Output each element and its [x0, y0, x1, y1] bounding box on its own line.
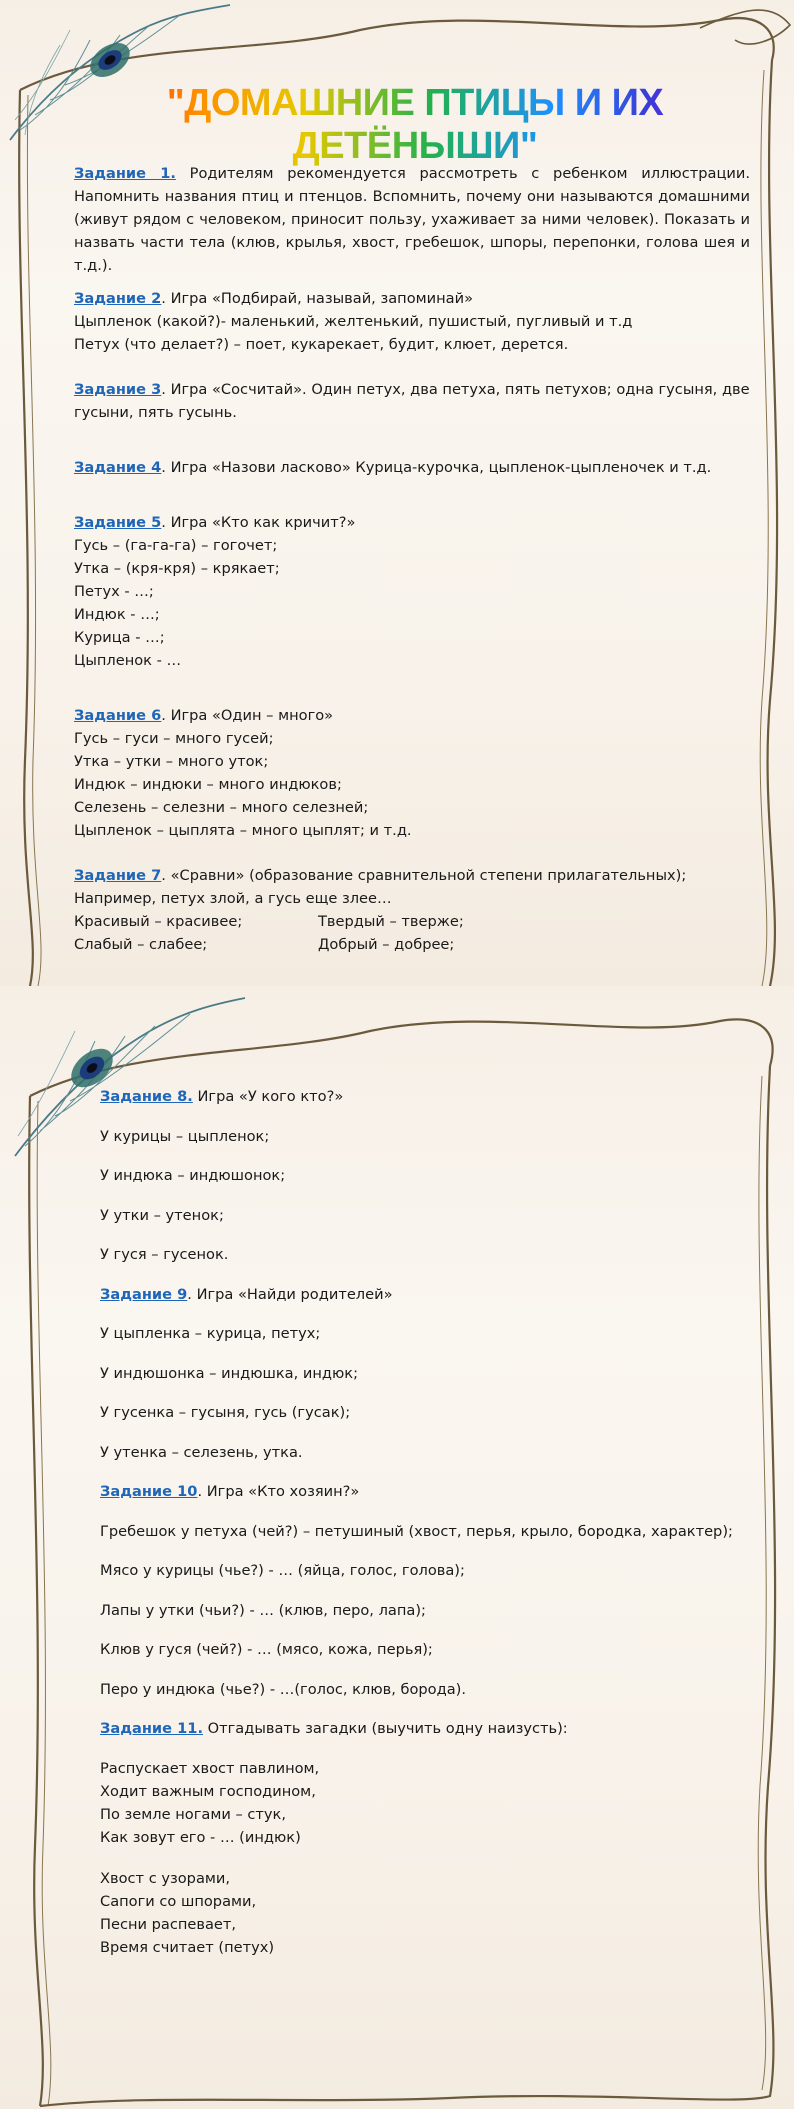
task-5-line: Петух - …;: [74, 583, 154, 600]
task-10-line: Перо у индюка (чье?) - …(голос, клюв, борода).: [100, 1680, 466, 1698]
task-4-label[interactable]: Задание 4: [74, 459, 162, 476]
page-one-content: [74, 162, 750, 956]
task-3: Задание 3. Игра «Сосчитай». Один петух, два петуха, пять петухов; одна гусыня, две гусыни, пять гусынь.: [74, 381, 750, 421]
task-5-heading: Задание 5. Игра «Кто как кричит?»: [74, 514, 356, 531]
task-11-heading: Задание 11. Отгадывать загадки (выучить одну наизусть):: [100, 1720, 568, 1737]
task-7-example: Например, петух злой, а гусь еще злее…: [74, 890, 392, 907]
task-7-label[interactable]: Задание 7: [74, 867, 162, 884]
task-7-pair: Красивый – красивее; Твердый – тверже;: [74, 913, 464, 930]
riddle-1-line: Распускает хвост павлином,: [100, 1759, 320, 1777]
task-5-line: Индюк - …;: [74, 606, 160, 623]
task-10-line: Гребешок у петуха (чей?) – петушиный (хвост, перья, крыло, бородка, характер);: [100, 1522, 733, 1540]
task-5-label[interactable]: Задание 5: [74, 514, 162, 531]
task-4: Задание 4. Игра «Назови ласково» Курица-курочка, цыпленок-цыпленочек и т.д.: [74, 459, 712, 476]
task-10-line: Клюв у гуся (чей?) - … (мясо, кожа, перья);: [100, 1641, 433, 1658]
page-title: "ДОМАШНИЕ ПТИЦЫ И ИХ ДЕТЁНЫШИ": [70, 82, 760, 168]
task-6-label[interactable]: Задание 6: [74, 707, 162, 724]
task-10-line: Мясо у курицы (чье?) - … (яйца, голос, голова);: [100, 1562, 465, 1579]
riddle-2-line: Время считает (петух): [100, 1938, 275, 1956]
task-1-label[interactable]: Задание 1.: [74, 165, 176, 182]
task-10-line: Лапы у утки (чьи?) - … (клюв, перо, лапа);: [100, 1601, 426, 1619]
task-6-line: Индюк – индюки – много индюков;: [74, 776, 342, 793]
task-9-line: У индюшонка – индюшка, индюк;: [100, 1364, 359, 1382]
task-10-label[interactable]: Задание 10: [100, 1483, 198, 1500]
task-5-line: Гусь – (га-га-га) – гогочет;: [74, 537, 278, 554]
task-1-text: Родителям рекомендуется рассмотреть с ребенком иллюстрации. Напомнить названия птиц и птенцов. Вспомнить, почему они называются домашними (живут рядом с человеком, приносит пользу, ухаживает за ними человек). Показать и назвать части тела (клюв, крылья, хвост, гребешок, шпоры, перепонки, голова шея и т.д.).: [74, 165, 750, 274]
riddle-2-line: Сапоги со шпорами,: [100, 1892, 257, 1910]
task-11-label[interactable]: Задание 11.: [100, 1720, 203, 1737]
task-2-line: Цыпленок (какой?)- маленький, желтенький, пушистый, пугливый и т.д: [74, 313, 633, 330]
task-6-line: Цыпленок – цыплята – много цыплят; и т.д.: [74, 822, 412, 839]
task-8-line: У курицы – цыпленок;: [100, 1127, 270, 1145]
task-6-line: Гусь – гуси – много гусей;: [74, 730, 274, 747]
task-3-label[interactable]: Задание 3: [74, 381, 162, 398]
task-5-line: Цыпленок - …: [74, 652, 182, 669]
task-2-label[interactable]: Задание 2: [74, 290, 162, 307]
page-two-content: [100, 1085, 736, 1959]
task-8-line: У гуся – гусенок.: [100, 1246, 229, 1263]
task-9-heading: Задание 9. Игра «Найди родителей»: [100, 1285, 393, 1303]
task-8-heading: Задание 8. Игра «У кого кто?»: [100, 1088, 344, 1105]
riddle-2-line: Песни распевает,: [100, 1915, 237, 1933]
task-7-pair: Слабый – слабее; Добрый – добрее;: [74, 936, 455, 953]
task-8-line: У индюка – индюшонок;: [100, 1167, 286, 1184]
task-2-heading: Задание 2. Игра «Подбирай, называй, запоминай»: [74, 290, 474, 307]
page-one: [0, 0, 794, 986]
task-1: [74, 162, 750, 277]
task-7-heading: Задание 7. «Сравни» (образование сравнительной степени прилагательных);: [74, 867, 687, 884]
task-10-heading: Задание 10. Игра «Кто хозяин?»: [100, 1483, 360, 1500]
task-9-label[interactable]: Задание 9: [100, 1285, 188, 1303]
task-8-label[interactable]: Задание 8.: [100, 1088, 193, 1105]
task-5-line: Утка – (кря-кря) – крякает;: [74, 560, 280, 577]
riddle-1-line: Как зовут его - … (индюк): [100, 1828, 301, 1846]
task-9-line: У утенка – селезень, утка.: [100, 1443, 303, 1461]
task-9-line: У гусенка – гусыня, гусь (гусак);: [100, 1404, 351, 1421]
task-5-line: Курица - …;: [74, 629, 165, 646]
riddle-2-line: Хвост с узорами,: [100, 1869, 231, 1887]
task-9-line: У цыпленка – курица, петух;: [100, 1325, 321, 1342]
task-8-line: У утки – утенок;: [100, 1206, 224, 1224]
riddle-1-line: По земле ногами – стук,: [100, 1805, 286, 1823]
riddle-1-line: Ходит важным господином,: [100, 1782, 316, 1800]
task-6-line: Селезень – селезни – много селезней;: [74, 799, 369, 816]
task-6-heading: Задание 6. Игра «Один – много»: [74, 707, 334, 724]
task-2-line: Петух (что делает?) – поет, кукарекает, будит, клюет, дерется.: [74, 336, 569, 353]
task-6-line: Утка – утки – много уток;: [74, 753, 269, 770]
